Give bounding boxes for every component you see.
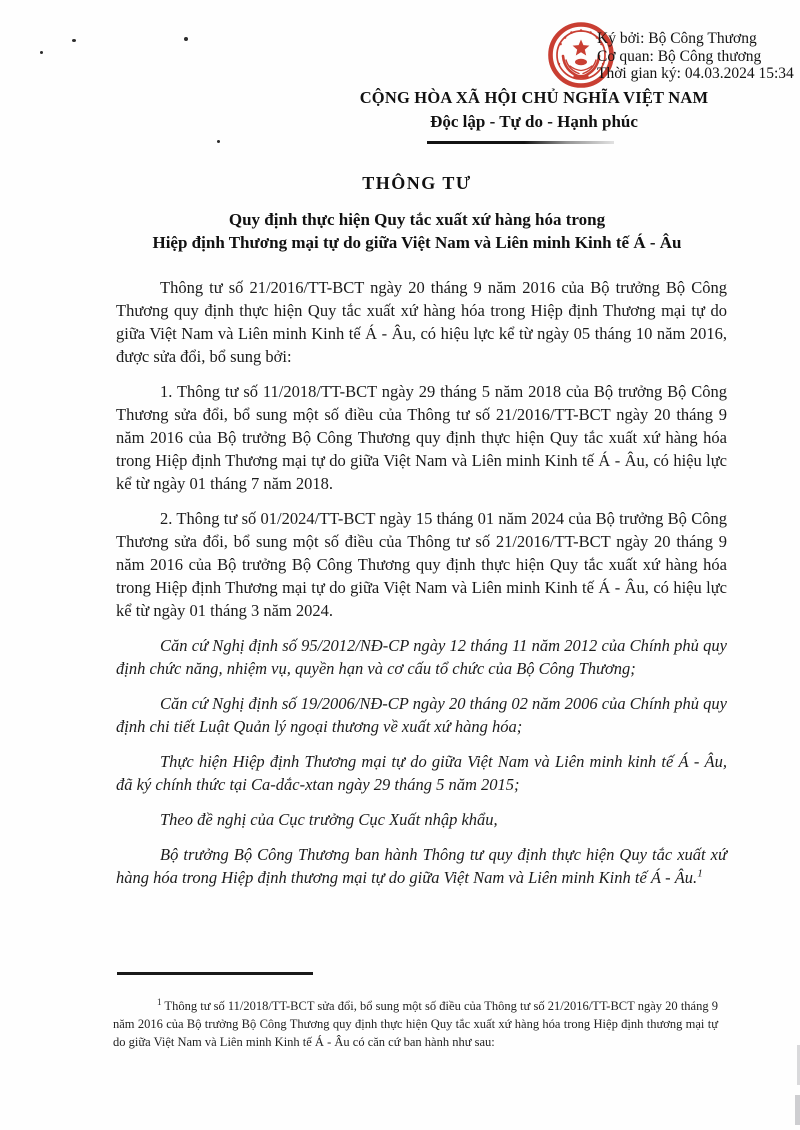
signature-signed-by: Ký bởi: Bộ Công Thương — [597, 30, 757, 47]
scan-edge-smudge — [795, 1095, 800, 1125]
paragraph-amendment-1: 1. Thông tư số 11/2018/TT-BCT ngày 29 tháng 5 năm 2018 của Bộ trưởng Bộ Công Thương sửa đổi, bổ sung một số điều của Thông tư số 21/2016/TT-BCT ngày 20 tháng 9 năm 2016 của Bộ trưởng Bộ Công Thương quy định thực hiện Quy tắc xuất xứ hàng hóa trong Hiệp định Thương mại tự do giữa Việt Nam và Liên minh Kinh tế Á - Âu, có hiệu lực kể từ ngày 01 tháng 7 năm 2018. — [116, 382, 727, 493]
scan-speck — [40, 51, 43, 54]
paragraph-proposal: Theo đề nghị của Cục trưởng Cục Xuất nhập khẩu, — [160, 810, 498, 829]
signature-time: Thời gian ký: 04.03.2024 15:34 — [597, 65, 794, 82]
digital-signature-block — [597, 30, 794, 83]
scan-speck — [72, 39, 76, 42]
country-name: CỘNG HÒA XÃ HỘI CHỦ NGHĨA VIỆT NAM — [359, 88, 709, 107]
footnote-marker: 1 — [157, 996, 162, 1007]
paragraph-legal-basis-3: Thực hiện Hiệp định Thương mại tự do giữa Việt Nam và Liên minh kinh tế Á - Âu, đã ký chính thức tại Ca-dắc-xtan ngày 29 tháng 5 năm 2015; — [116, 752, 727, 794]
paragraph-enactment — [116, 843, 727, 889]
document-type-title: THÔNG TƯ — [362, 173, 472, 193]
document-body — [116, 276, 727, 901]
header-underline — [427, 141, 614, 144]
national-header — [341, 88, 727, 132]
scan-speck — [184, 37, 188, 41]
national-motto: Độc lập - Tự do - Hạnh phúc — [430, 112, 638, 131]
paragraph-legal-basis-2: Căn cứ Nghị định số 19/2006/NĐ-CP ngày 20 tháng 02 năm 2006 của Chính phủ quy định chi tiết Luật Quản lý ngoại thương về xuất xứ hàng hóa; — [116, 694, 727, 736]
document-subtitle-line1: Quy định thực hiện Quy tắc xuất xứ hàng hóa trong — [228, 210, 606, 229]
document-subtitle — [110, 208, 724, 254]
paragraph-legal-basis-1: Căn cứ Nghị định số 95/2012/NĐ-CP ngày 12 tháng 11 năm 2012 của Chính phủ quy định chức năng, nhiệm vụ, quyền hạn và cơ cấu tổ chức của Bộ Công Thương; — [116, 636, 727, 678]
document-title-block — [110, 173, 724, 254]
paragraph-enactment-text: Bộ trưởng Bộ Công Thương ban hành Thông tư quy định thực hiện Quy tắc xuất xứ hàng hóa trong Hiệp định thương mại tự do giữa Việt Nam và Liên minh Kinh tế Á - Âu. — [116, 845, 727, 887]
signature-agency: Cơ quan: Bộ Công thương — [597, 47, 762, 65]
scan-speck — [217, 140, 220, 143]
footnote — [113, 993, 718, 1051]
footnote-separator-line — [117, 972, 313, 975]
document-subtitle-line2: Hiệp định Thương mại tự do giữa Việt Nam và Liên minh Kinh tế Á - Âu — [152, 233, 682, 252]
footnote-text: Thông tư số 11/2018/TT-BCT sửa đổi, bổ sung một số điều của Thông tư số 21/2016/TT-BCT ngày 20 tháng 9 năm 2016 của Bộ trưởng Bộ Công Thương quy định thực hiện Quy tắc xuất xứ hàng hóa trong Hiệp định thương mại tự do giữa Việt Nam và Liên minh Kinh tế Á - Âu có căn cứ ban hành như sau: — [113, 998, 718, 1049]
footnote-reference-marker: 1 — [697, 867, 703, 880]
paragraph-amendment-2: 2. Thông tư số 01/2024/TT-BCT ngày 15 tháng 01 năm 2024 của Bộ trưởng Bộ Công Thương sửa đổi, bổ sung một số điều của Thông tư số 21/2016/TT-BCT ngày 20 tháng 9 năm 2016 của Bộ trưởng Bộ Công Thương quy định thực hiện Quy tắc xuất xứ hàng hóa trong Hiệp định Thương mại tự do giữa Việt Nam và Liên minh Kinh tế Á - Âu, có hiệu lực kể từ ngày 01 tháng 3 năm 2024. — [116, 509, 727, 620]
paragraph-amendment-intro: Thông tư số 21/2016/TT-BCT ngày 20 tháng 9 năm 2016 của Bộ trưởng Bộ Công Thương quy định thực hiện Quy tắc xuất xứ hàng hóa trong Hiệp định Thương mại tự do giữa Việt Nam và Liên minh Kinh tế Á - Âu, có hiệu lực kể từ ngày 05 tháng 10 năm 2016, được sửa đổi, bổ sung bởi: — [116, 278, 727, 366]
